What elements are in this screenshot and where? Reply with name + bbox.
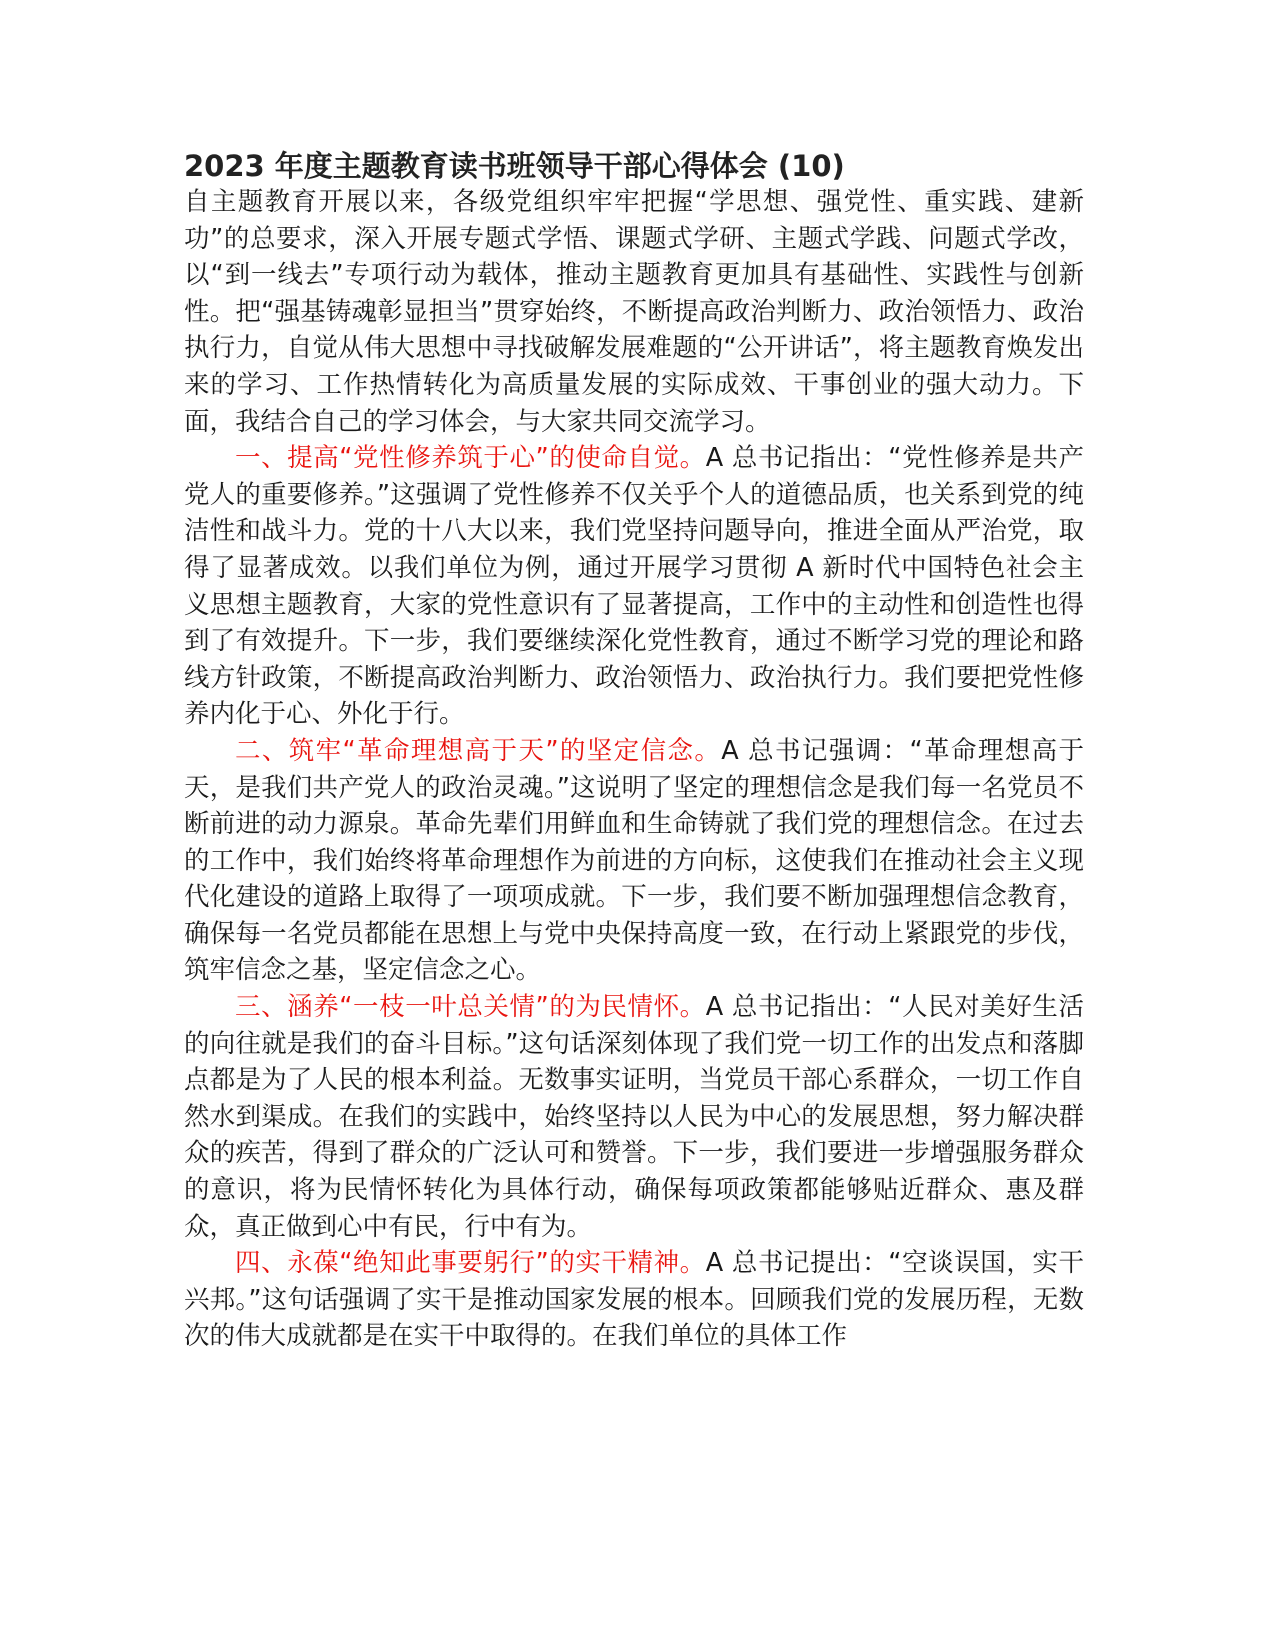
- section-4-heading: 四、永葆“绝知此事要躬行”的实干精神。: [235, 1248, 706, 1279]
- section-1-body: A 总书记指出：“党性修养是共产党人的重要修养。”这强调了党性修养不仅关乎个人的道德品质，也关系到党的纯洁性和战斗力。党的十八大以来，我们党坚持问题导向，推进全面从严治党，取得了显著成效。以我们单位为例，通过开展学习贯彻 A 新时代中国特色社会主义思想主题教育，大家的党性意识有了显著提高，工作中的主动性和创造性也得到了有效提升。下一步，我们要继续深化党性教育，通过不断学习党的理论和路线方针政策，不断提高政治判断力、政治领悟力、政治执行力。我们要把党性修养内化于心、外化于行。: [184, 443, 1084, 730]
- intro-paragraph: [184, 184, 1084, 440]
- section-3-heading: 三、涵养“一枝一叶总关情”的为民情怀。: [235, 992, 706, 1023]
- intro-text: 自主题教育开展以来，各级党组织牢牢把握“学思想、强党性、重实践、建新功”的总要求，深入开展专题式学悟、课题式学研、主题式学践、问题式学改，以“到一线去”专项行动为载体，推动主题教育更加具有基础性、实践性与创新性。把“强基铸魂彰显担当”贯穿始终，不断提高政治判断力、政治领悟力、政治执行力，自觉从伟大思想中寻找破解发展难题的“公开讲话”，将主题教育焕发出来的学习、工作热情转化为高质量发展的实际成效、干事创业的强大动力。下面，我结合自己的学习体会，与大家共同交流学习。: [184, 187, 1084, 437]
- section-1-heading: 一、提高“党性修养筑于心”的使命自觉。: [235, 443, 706, 474]
- document-title: 2023 年度主题教育读书班领导干部心得体会 (10): [184, 149, 845, 183]
- section-2-body: A 总书记强调：“革命理想高于天，是我们共产党人的政治灵魂。”这说明了坚定的理想信念是我们每一名党员不断前进的动力源泉。革命先辈们用鲜血和生命铸就了我们党的理想信念。在过去的工作中，我们始终将革命理想作为前进的方向标，这使我们在推动社会主义现代化建设的道路上取得了一项项成就。下一步，我们要不断加强理想信念教育，确保每一名党员都能在思想上与党中央保持高度一致，在行动上紧跟党的步伐，筑牢信念之基，坚定信念之心。: [184, 735, 1084, 986]
- section-4-paragraph: [184, 1245, 1084, 1355]
- section-3-paragraph: [184, 989, 1084, 1245]
- section-2-paragraph: [184, 733, 1084, 989]
- section-4-body: A 总书记提出：“空谈误国，实干兴邦。”这句话强调了实干是推动国家发展的根本。回顾我们党的发展历程，无数次的伟大成就都是在实干中取得的。在我们单位的具体工作: [184, 1248, 1084, 1352]
- section-3-body: A 总书记指出：“人民对美好生活的向往就是我们的奋斗目标。”这句话深刻体现了我们党一切工作的出发点和落脚点都是为了人民的根本利益。无数事实证明，当党员干部心系群众，一切工作自然水到渠成。在我们的实践中，始终坚持以人民为中心的发展思想，努力解决群众的疾苦，得到了群众的广泛认可和赞誉。下一步，我们要进一步增强服务群众的意识，将为民情怀转化为具体行动，确保每项政策都能够贴近群众、惠及群众，真正做到心中有民，行中有为。: [184, 992, 1084, 1242]
- document-page: [184, 148, 1084, 1355]
- section-1-paragraph: [184, 440, 1084, 733]
- section-2-heading: 二、筑牢“革命理想高于天”的坚定信念。: [235, 735, 722, 766]
